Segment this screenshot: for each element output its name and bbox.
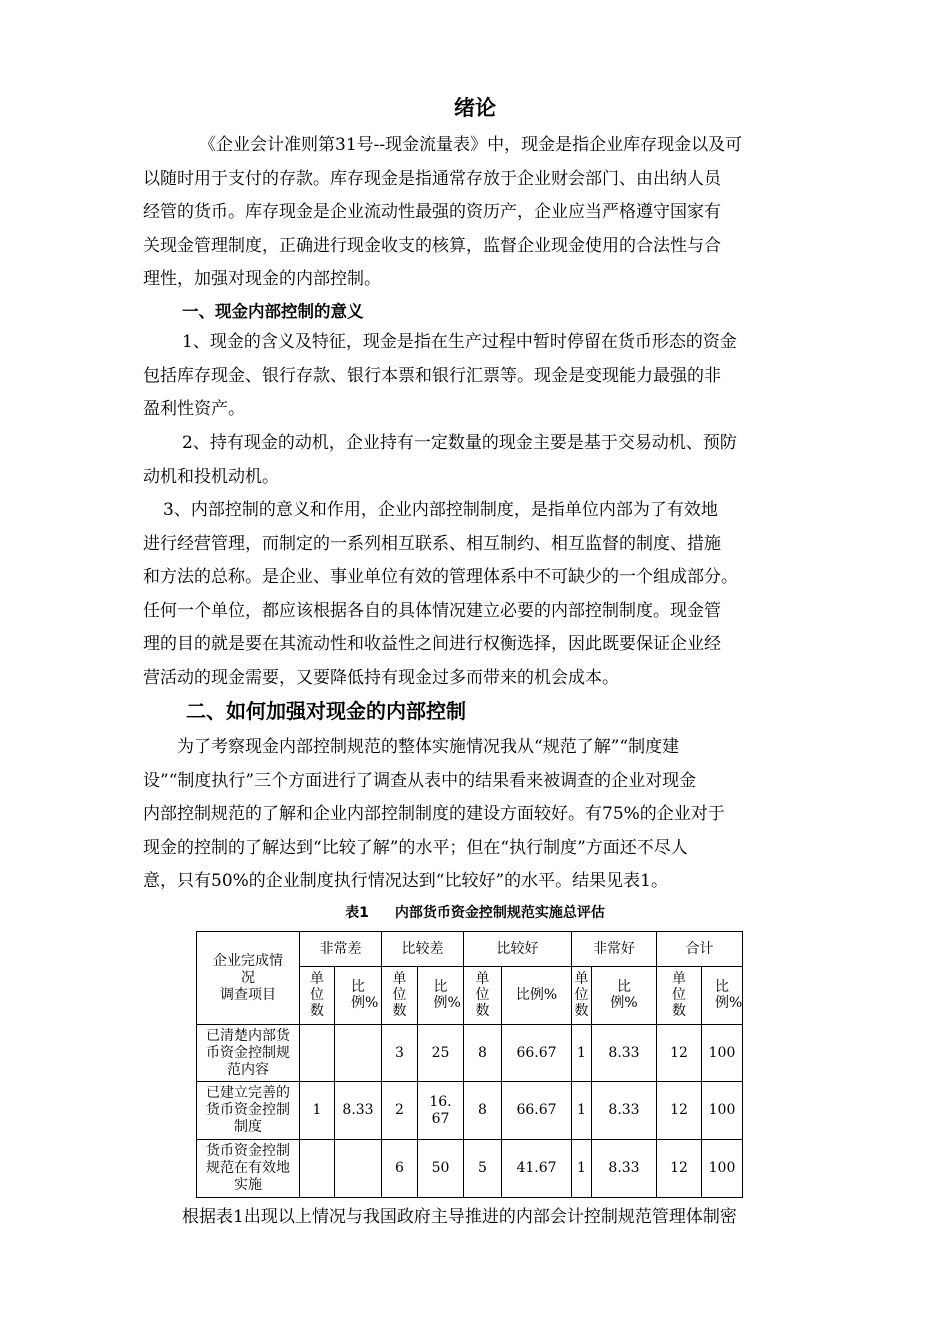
cell: 5 — [464, 1140, 502, 1198]
table-row — [197, 1082, 743, 1140]
row-label: 已清楚内部货币资金控制规范内容 — [197, 1025, 300, 1082]
intro-line: 关现金管理制度，正确进行现金收支的核算，监督企业现金使用的合法性与合 — [143, 235, 721, 256]
cell: 3 — [382, 1025, 418, 1082]
table-caption-title: 内部货币资金控制规范实施总评估 — [394, 905, 605, 921]
table-group-header: 比较好 — [464, 932, 572, 967]
table-group-header: 合计 — [657, 932, 743, 967]
cell: 100 — [702, 1140, 743, 1198]
table-group-header: 比较差 — [382, 932, 464, 967]
subheader-ratio: 比例% — [702, 967, 743, 1025]
intro-line: 以随时用于支付的存款。库存现金是指通常存放于企业财会部门、由出纳人员 — [143, 168, 721, 189]
paragraph-line: 动机和投机动机。 — [143, 466, 279, 487]
paragraph-line: 进行经营管理，而制定的一系列相互联系、相互制约、相互监督的制度、措施 — [143, 533, 721, 554]
cell — [335, 1140, 382, 1198]
section2-heading: 二、如何加强对现金的内部控制 — [186, 699, 466, 723]
page-title: 绪论 — [454, 95, 496, 120]
intro-paragraph — [143, 129, 808, 297]
section2-paragraph1 — [143, 731, 808, 899]
cell: 100 — [702, 1025, 743, 1082]
cell: 16.67 — [418, 1082, 464, 1140]
cell: 2 — [382, 1082, 418, 1140]
paragraph-line: 意，只有50%的企业制度执行情况达到“比较好”的水平。结果见表1。 — [143, 871, 668, 891]
paragraph-line: 营活动的现金需要，又要降低持有现金过多而带来的机会成本。 — [143, 667, 619, 688]
subheader-units: 单位数 — [464, 967, 502, 1025]
section1-paragraph3 — [143, 494, 808, 695]
cell: 8.33 — [335, 1082, 382, 1140]
paragraph-line: 2、持有现金的动机，企业持有一定数量的现金主要是基于交易动机、预防 — [182, 433, 737, 453]
paragraph-line: 理的目的就是要在其流动性和收益性之间进行权衡选择，因此既要保证企业经 — [143, 634, 721, 654]
subheader-ratio: 比例% — [592, 967, 657, 1025]
cell: 25 — [418, 1025, 464, 1082]
table-header-row — [197, 932, 743, 967]
paragraph-line: 包括库存现金、银行存款、银行本票和银行汇票等。现金是变现能力最强的非 — [143, 365, 721, 386]
table-corner-cell — [197, 932, 300, 1025]
corner-line: 调查项目 — [220, 986, 276, 1003]
cell: 41.67 — [502, 1140, 572, 1198]
cell: 8 — [464, 1082, 502, 1140]
subheader-units: 单位数 — [657, 967, 702, 1025]
paragraph-line: 任何一个单位，都应该根据各自的具体情况建立必要的内部控制制度。现金管 — [143, 600, 721, 621]
intro-line: 《企业会计准则第31号--现金流量表》中，现金是指企业库存现金以及可 — [199, 135, 743, 155]
cell: 12 — [657, 1025, 702, 1082]
evaluation-table — [196, 931, 743, 1198]
table-caption — [0, 902, 950, 922]
cell: 1 — [300, 1082, 335, 1140]
subheader-ratio-wide: 比例% — [502, 967, 572, 1025]
paragraph-line: 1、现金的含义及特征，现金是指在生产过程中暂时停留在货币形态的资金 — [182, 332, 737, 352]
continuation-line: 根据表1出现以上情况与我国政府主导推进的内部会计控制规范管理体制密 — [182, 1207, 737, 1227]
paragraph-line: 内部控制规范的了解和企业内部控制制度的建设方面较好。有75%的企业对于 — [143, 804, 725, 824]
paragraph-line: 设”“制度执行”三个方面进行了调查从表中的结果看来被调查的企业对现金 — [143, 770, 697, 791]
cell: 50 — [418, 1140, 464, 1198]
cell: 66.67 — [502, 1025, 572, 1082]
cell: 66.67 — [502, 1082, 572, 1140]
subheader-units: 单位数 — [572, 967, 592, 1025]
corner-line: 企业完成情 — [213, 952, 283, 969]
subheader-ratio: 比例% — [418, 967, 464, 1025]
paragraph-line: 现金的控制的了解达到“比较了解”的水平；但在“执行制度”方面还不尽人 — [143, 837, 688, 858]
table-row — [197, 1025, 743, 1082]
subheader-units: 单位数 — [382, 967, 418, 1025]
cell: 1 — [572, 1025, 592, 1082]
intro-line: 理性，加强对现金的内部控制。 — [143, 269, 381, 289]
paragraph-line: 3、内部控制的意义和作用，企业内部控制制度，是指单位内部为了有效地 — [163, 500, 718, 520]
table-caption-number: 表1 — [345, 905, 369, 921]
subheader-units: 单位数 — [300, 967, 335, 1025]
paragraph-line: 盈利性资产。 — [143, 399, 245, 419]
section1-paragraph1 — [143, 326, 808, 427]
table-group-header: 非常差 — [300, 932, 382, 967]
corner-line: 况 — [241, 969, 255, 986]
cell: 12 — [657, 1082, 702, 1140]
cell: 12 — [657, 1140, 702, 1198]
intro-line: 经管的货币。库存现金是企业流动性最强的资历产，企业应当严格遵守国家有 — [143, 202, 721, 222]
cell: 8 — [464, 1025, 502, 1082]
cell: 100 — [702, 1082, 743, 1140]
cell: 8.33 — [592, 1140, 657, 1198]
paragraph-line: 为了考察现金内部控制规范的整体实施情况我从“规范了解”“制度建 — [177, 737, 680, 757]
table-row — [197, 1140, 743, 1198]
row-label: 货币资金控制规范在有效地实施 — [197, 1140, 300, 1198]
section1-heading: 一、现金内部控制的意义 — [182, 302, 364, 321]
cell: 1 — [572, 1082, 592, 1140]
subheader-ratio: 比例% — [335, 967, 382, 1025]
cell: 8.33 — [592, 1025, 657, 1082]
cell — [300, 1140, 335, 1198]
cell — [300, 1025, 335, 1082]
row-label: 已建立完善的货币资金控制制度 — [197, 1082, 300, 1140]
table-group-header: 非常好 — [572, 932, 657, 967]
cell: 6 — [382, 1140, 418, 1198]
cell: 1 — [572, 1140, 592, 1198]
cell: 8.33 — [592, 1082, 657, 1140]
cell — [335, 1025, 382, 1082]
paragraph-line: 和方法的总称。是企业、事业单位有效的管理体系中不可缺少的一个组成部分。 — [143, 567, 738, 587]
section1-paragraph2 — [143, 427, 808, 494]
